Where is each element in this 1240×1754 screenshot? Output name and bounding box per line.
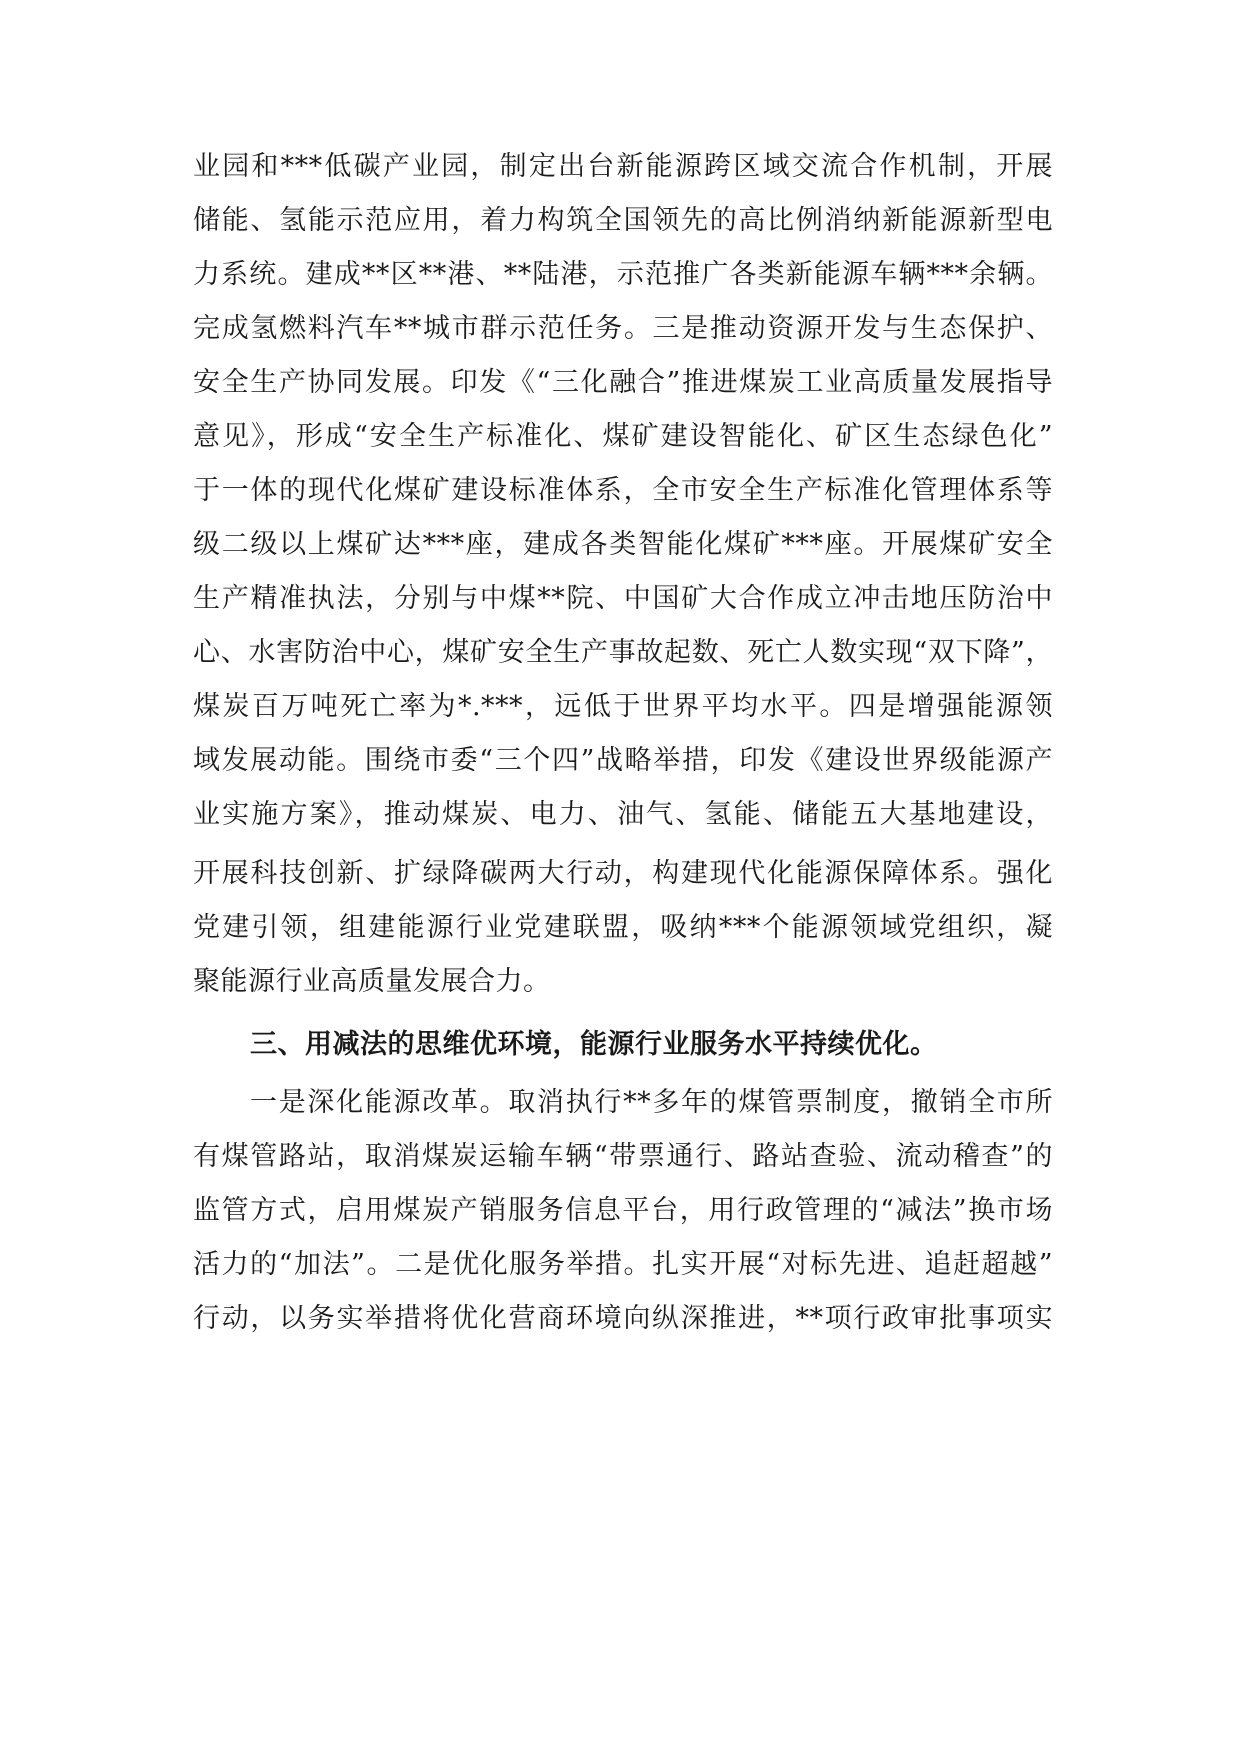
body-text-line: 完成氢燃料汽车**城市群示范任务。三是推动资源开发与生态保护、 (193, 313, 1053, 344)
body-text-line: 生产精准执法，分别与中煤**院、中国矿大合作成立冲击地压防治中 (193, 583, 1053, 614)
body-text-line: 一是深化能源改革。取消执行**多年的煤管票制度，撤销全市所 (250, 1087, 1053, 1118)
body-text-line: 域发展动能。围绕市委“三个四”战略举措，印发《建设世界级能源产 (193, 745, 1053, 776)
body-text-line: 级二级以上煤矿达***座，建成各类智能化煤矿***座。开展煤矿安全 (193, 529, 1053, 560)
body-text-line: 开展科技创新、扩绿降碳两大行动，构建现代化能源保障体系。强化 (193, 858, 1053, 889)
body-text-line: 安全生产协同发展。印发《“三化融合”推进煤炭工业高质量发展指导 (193, 367, 1053, 398)
body-text-line: 行动，以务实举措将优化营商环境向纵深推进，**项行政审批事项实 (193, 1303, 1053, 1334)
body-text-line: 力系统。建成**区**港、**陆港，示范推广各类新能源车辆***余辆。 (193, 259, 1053, 290)
body-text-line: 业园和***低碳产业园，制定出台新能源跨区域交流合作机制，开展 (193, 151, 1053, 182)
body-text-line: 煤炭百万吨死亡率为*.***，远低于世界平均水平。四是增强能源领 (193, 691, 1053, 722)
body-text-line: 聚能源行业高质量发展合力。 (193, 966, 551, 997)
section-heading: 三、用减法的思维优环境，能源行业服务水平持续优化。 (250, 1029, 938, 1060)
body-text-line: 储能、氢能示范应用，着力构筑全国领先的高比例消纳新能源新型电 (193, 205, 1053, 236)
body-text-line: 于一体的现代化煤矿建设标准体系，全市安全生产标准化管理体系等 (193, 475, 1053, 506)
body-text-line: 业实施方案》，推动煤炭、电力、油气、氢能、储能五大基地建设， (193, 799, 1053, 830)
body-text-line: 党建引领，组建能源行业党建联盟，吸纳***个能源领域党组织，凝 (193, 912, 1053, 943)
body-text-line: 有煤管路站，取消煤炭运输车辆“带票通行、路站查验、流动稽查”的 (193, 1141, 1053, 1172)
body-text-line: 监管方式，启用煤炭产销服务信息平台，用行政管理的“减法”换市场 (193, 1195, 1053, 1226)
body-text-line: 活力的“加法”。二是优化服务举措。扎实开展“对标先进、追赶超越” (193, 1249, 1053, 1280)
body-text-line: 心、水害防治中心，煤矿安全生产事故起数、死亡人数实现“双下降”， (193, 637, 1053, 668)
body-text-line: 意见》，形成“安全生产标准化、煤矿建设智能化、矿区生态绿色化” (193, 421, 1053, 452)
